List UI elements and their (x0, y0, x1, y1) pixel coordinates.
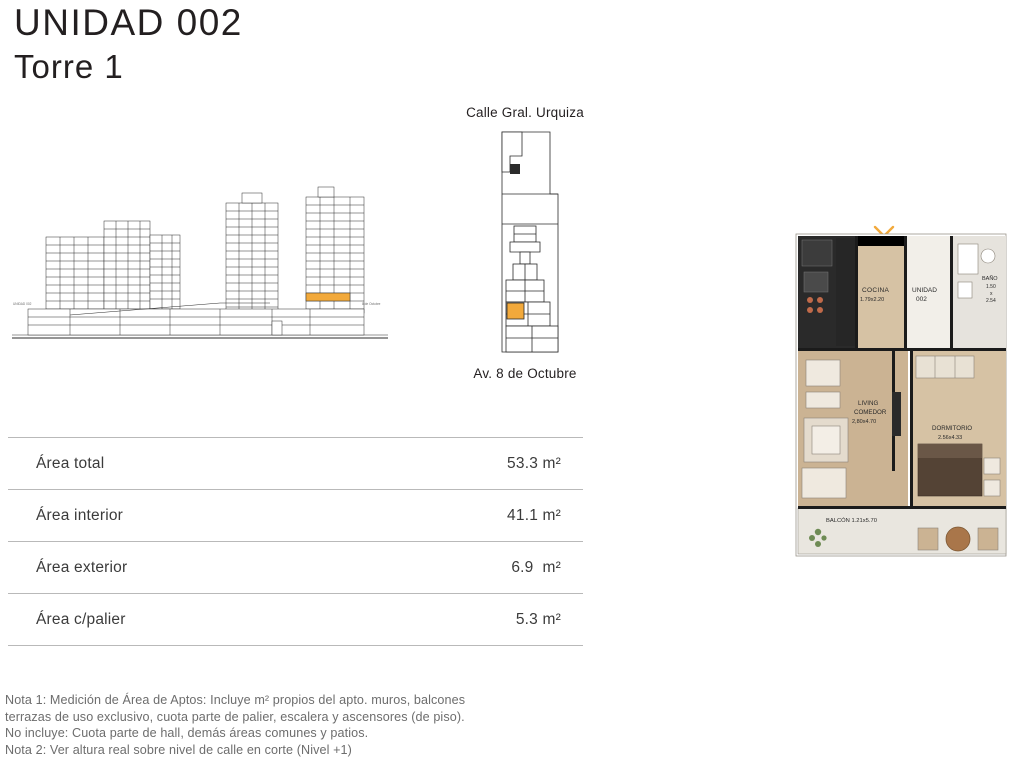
bath-dims-2: 2.54 (986, 298, 996, 304)
title-block (14, 2, 534, 86)
living-dims: 2,80x4.70 (852, 419, 877, 425)
area-value: 6.9 m² (359, 542, 583, 594)
area-label: Área interior (8, 490, 359, 542)
area-label: Área total (8, 438, 359, 490)
table-row (8, 542, 583, 594)
siteplan-highlighted-block (507, 303, 524, 319)
area-table (8, 437, 583, 646)
floor-plan-drawing (792, 222, 1010, 567)
kitchen-dims: 1.79x2.20 (860, 297, 885, 303)
floorplan-svg (792, 222, 1010, 567)
area-label: Área c/palier (8, 594, 359, 646)
living-label-2: COMEDOR (854, 409, 887, 416)
bedroom-dims: 2.56x4.33 (938, 435, 963, 441)
highlighted-unit-marker (306, 293, 350, 301)
siteplan-top-street-label: Calle Gral. Urquiza (466, 105, 584, 120)
area-value: 5.3 m² (359, 594, 583, 646)
area-value: 53.3 m² (359, 438, 583, 490)
notes-block (5, 692, 605, 758)
site-plan-drawing (440, 128, 610, 356)
table-row (8, 490, 583, 542)
living-label-1: LIVING (858, 400, 879, 407)
elevation-svg (10, 175, 390, 345)
area-label: Área exterior (8, 542, 359, 594)
elevation-left-note: UNIDAD 002 (13, 302, 32, 306)
kitchen-label: COCINA (862, 287, 890, 294)
note-line-3: No incluye: Cuota parte de hall, demás áreas comunes y patios. (5, 726, 369, 741)
bath-label: BAÑO (982, 276, 998, 282)
page-title: UNIDAD 002 (14, 2, 243, 43)
bedroom-label: DORMITORIO (932, 425, 973, 432)
area-value: 41.1 m² (359, 490, 583, 542)
unit-name-label: UNIDAD (912, 287, 937, 294)
bath-dims-x: x (990, 291, 993, 297)
siteplan-bottom-street-label: Av. 8 de Octubre (473, 366, 577, 381)
bath-dims-1: 1.50 (986, 284, 996, 290)
elevation-right-note: 8 de Octubre (362, 302, 381, 306)
siteplan-svg (480, 128, 570, 356)
table-row (8, 594, 583, 646)
note-line-1: Nota 1: Medición de Área de Aptos: Incluye m² propios del apto. muros, balcones (5, 693, 466, 707)
table-row (8, 438, 583, 490)
balcony-label: BALCÓN 1.21x5.70 (826, 518, 877, 524)
note-line-4: Nota 2: Ver altura real sobre nivel de calle en corte (Nivel +1) (5, 742, 352, 757)
note-line-2: terrazas de uso exclusivo, cuota parte de palier, escalera y ascensores (de piso). (5, 709, 465, 724)
page-subtitle: Torre 1 (14, 47, 124, 85)
site-plan-block (440, 105, 610, 385)
unit-number-label: 002 (916, 296, 927, 303)
building-elevation-drawing (10, 175, 390, 345)
